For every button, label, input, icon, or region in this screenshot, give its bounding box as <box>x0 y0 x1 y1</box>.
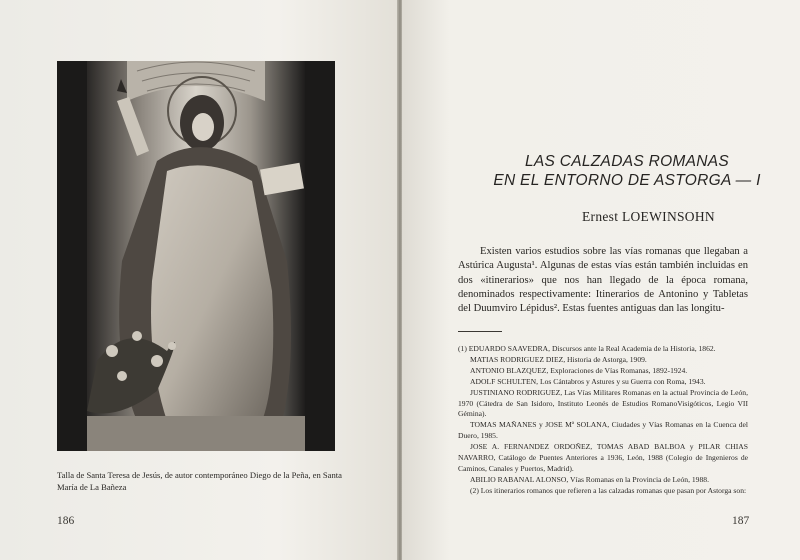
footnote-item: TOMAS MAÑANES y JOSE Mª SOLANA, Ciudades y Vías Romanas en la Cuenca del Duero, 1985. <box>458 420 748 441</box>
body-text <box>458 245 748 316</box>
page-number-right: 187 <box>732 515 750 527</box>
footnote-item: (2) Los itinerarios romanos que refieren a las calzadas romanas que pasan por Astorga son: <box>470 485 747 495</box>
footnote-rule <box>458 331 502 332</box>
left-page <box>0 0 398 560</box>
article-author: Ernest LOEWINSOHN <box>582 209 715 224</box>
footnote-item: JOSE A. FERNANDEZ ORDOÑEZ, TOMAS ABAD BALBOA y PILAR CHIAS NAVARRO, Catálogo de Puentes Anteriores a 1936, León, 1988 (Colegio de Ingenieros de Caminos, Canales y Puertos, Madrid). <box>458 442 748 473</box>
right-page <box>402 0 800 560</box>
article-title-line-1: LAS CALZADAS ROMANAS <box>524 153 730 170</box>
footnote-item: ADOLF SCHULTEN, Los Cántabros y Astures y su Guerra con Roma, 1943. <box>470 376 706 386</box>
statue-image <box>57 61 335 451</box>
footnote-item: (1) EDUARDO SAAVEDRA, Discursos ante la Real Academia de la Historia, 1862. <box>458 344 716 353</box>
footnote-item: ANTONIO BLAZQUEZ, Exploraciones de Vías Romanas, 1892-1924. <box>470 365 688 375</box>
statue-photograph <box>57 61 335 451</box>
page-number-left: 186 <box>57 515 75 527</box>
photo-caption: Talla de Santa Teresa de Jesús, de autor contemporáneo Diego de la Peña, en Santa María de La Bañeza <box>57 470 342 492</box>
article-title <box>482 152 772 190</box>
footnotes <box>458 344 748 497</box>
body-paragraph: Existen varios estudios sobre las vías romanas que llegaban a Astúrica Augusta¹. Algunas de estas vías están también incluidas en dos «itinerarios» que nos han llegado de la época romana, denominados respectivamente: Itinerarios de Antonino y Tabletas del Duumviro Lépidus². Estas fuentes antiguas dan las longitu- <box>458 246 748 315</box>
footnote-item: MATIAS RODRIGUEZ DIEZ, Historia de Astorga, 1909. <box>470 354 647 364</box>
footnote-item: ABILIO RABANAL ALONSO, Vías Romanas en la Provincia de León, 1988. <box>470 474 709 484</box>
article-title-line-2: EN EL ENTORNO DE ASTORGA — I <box>493 172 761 189</box>
footnote-item: JUSTINIANO RODRIGUEZ, Las Vías Militares Romanas en la actual Provincia de León, 1970 (Cátedra de San Isidoro, Instituto Leonés de Estudios RomanoVisigóticos, Legio VII Gémina). <box>458 387 748 419</box>
